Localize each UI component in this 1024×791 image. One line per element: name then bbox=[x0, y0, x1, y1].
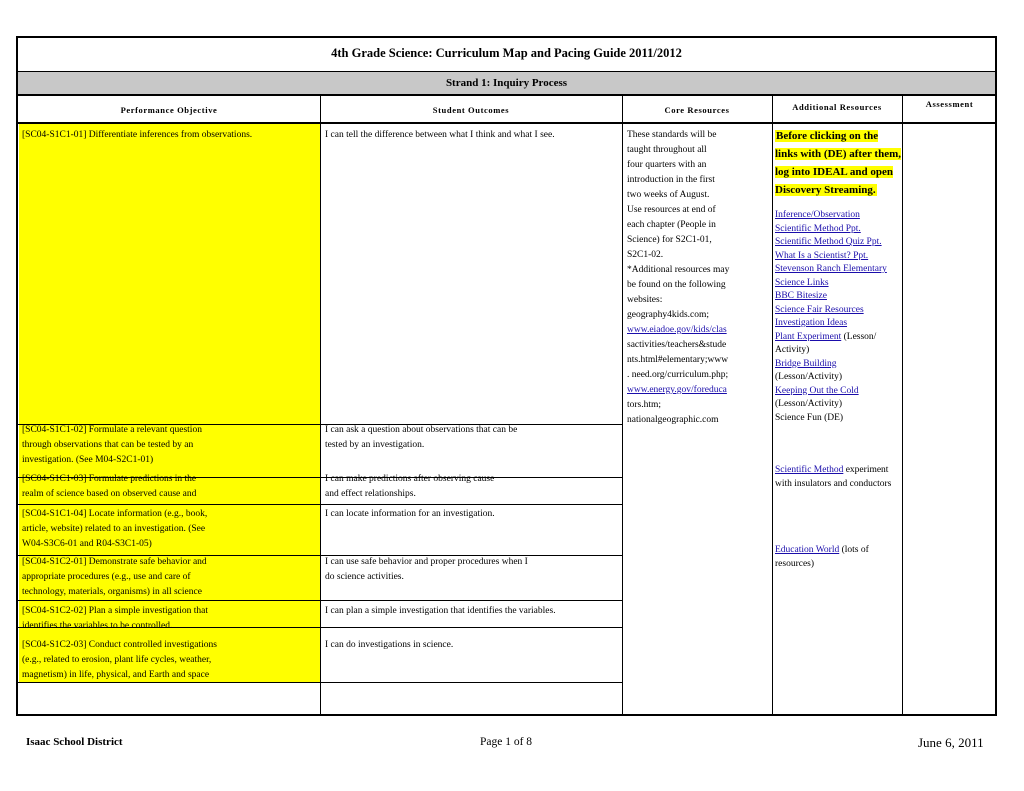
science-fun-text: Science Fun (DE) bbox=[775, 412, 844, 423]
outcome-text: I can make predictions after observing cause and effect relationships. bbox=[325, 474, 495, 499]
discovery-note-text: Before clicking on the links with (DE) after them, log into IDEAL and open Discovery Streaming. bbox=[775, 130, 901, 196]
bridge-building-link[interactable]: Bridge Building bbox=[775, 358, 837, 369]
objective-cell-1 bbox=[19, 124, 320, 424]
what-is-a-scientist-link[interactable]: What Is a Scientist? Ppt. bbox=[775, 250, 869, 261]
objective-text: [SC04-S1C2-03] Conduct controlled investigations (e.g., related to erosion, plant life cycles, weather, magnetism) in life, physical, and Earth and space bbox=[22, 640, 218, 680]
plant-experiment-link[interactable]: Plant Experiment bbox=[775, 331, 842, 342]
objective-text: [SC04-S1C2-02] Plan a simple investigation that identifies the variables to be controlled. bbox=[22, 606, 209, 631]
outcome-text: I can plan a simple investigation that identifies the variables. bbox=[325, 606, 556, 616]
header-student-outcomes: Student Outcomes bbox=[432, 105, 510, 115]
outcome-text: I can do investigations in science. bbox=[325, 640, 454, 650]
header-additional-resources: Additional Resources bbox=[792, 102, 882, 112]
eiadoe-link[interactable]: www.eiadoe.gov/kids/clas bbox=[627, 325, 727, 335]
inference-observation-link[interactable]: Inference/Observation bbox=[775, 210, 860, 220]
outcome-text: I can tell the difference between what I think and what I see. bbox=[325, 130, 555, 140]
curriculum-table bbox=[16, 36, 997, 716]
resource-list-2 bbox=[775, 464, 905, 491]
scientific-method-ppt-link[interactable]: Scientific Method Ppt. bbox=[775, 223, 861, 234]
outcome-text: I can ask a question about observations that can be tested by an investigation. bbox=[325, 425, 518, 450]
keeping-out-the-cold-link[interactable]: Keeping Out the Cold bbox=[775, 385, 859, 396]
footer-page-number: Page 1 of 8 bbox=[480, 736, 533, 748]
objective-text: [SC04-S1C1-02] Formulate a relevant question through observations that can be tested by an investigation. (See M04-S2C1-01) bbox=[22, 425, 202, 465]
objective-text: [SC04-S1C2-01] Demonstrate safe behavior and appropriate procedures (e.g., use and care of technology, materials, organisms) in all science bbox=[22, 557, 207, 597]
header-performance-objective: Performance Objective bbox=[120, 105, 218, 115]
strand-heading: Strand 1: Inquiry Process bbox=[18, 72, 995, 96]
core-resources-mid: sactivities/teachers&stude nts.html#elementary;www . need.org/curriculum.php; bbox=[627, 340, 729, 380]
header-assessment: Assessment bbox=[925, 99, 974, 109]
header-core-resources: Core Resources bbox=[664, 105, 730, 115]
footer-date: June 6, 2011 bbox=[918, 735, 984, 750]
discovery-note bbox=[775, 126, 901, 198]
investigation-ideas-link[interactable]: Investigation Ideas bbox=[775, 318, 848, 328]
objective-text: [SC04-S1C1-01] Differentiate inferences from observations. bbox=[22, 130, 253, 140]
outcome-text: I can use safe behavior and proper procedures when I do science activities. bbox=[325, 557, 528, 582]
objective-text: [SC04-S1C1-03] Formulate predictions in the realm of science based on observed cause and bbox=[22, 474, 197, 499]
science-fair-resources-link[interactable]: Science Fair Resources bbox=[775, 304, 864, 315]
core-resources-intro: These standards will be taught throughout all four quarters with an introduction in the first two weeks of August. Use resources at end of each chapter (People in Science) for S2C1-01, S2C1-02. *Additional resources may be found on the following websites: geography4kids.com; bbox=[627, 130, 730, 320]
resource-list-1 bbox=[775, 209, 905, 425]
bridge-building-note: (Lesson/Activity) bbox=[775, 372, 843, 382]
core-resources-text bbox=[627, 128, 770, 428]
education-world-note: (lots of resources) bbox=[775, 545, 869, 569]
scientific-method-experiment-note: experiment with insulators and conductors bbox=[775, 465, 892, 489]
resource-list-3 bbox=[775, 544, 905, 571]
page-title: 4th Grade Science: Curriculum Map and Pacing Guide 2011/2012 bbox=[18, 38, 995, 72]
outcome-text: I can locate information for an investigation. bbox=[325, 509, 495, 519]
footer-district: Isaac School District bbox=[26, 736, 123, 748]
plant-experiment-note: (Lesson/ Activity) bbox=[775, 331, 877, 355]
scientific-method-quiz-link[interactable]: Scientific Method Quiz Ppt. bbox=[775, 237, 882, 247]
core-resources-end: tors.htm; nationalgeographic.com bbox=[627, 400, 719, 425]
stevenson-ranch-link[interactable]: Stevenson Ranch Elementary Science Links bbox=[775, 264, 887, 288]
education-world-link[interactable]: Education World bbox=[775, 545, 840, 555]
energy-link[interactable]: www.energy.gov/foreduca bbox=[627, 385, 727, 395]
objective-text: [SC04-S1C1-04] Locate information (e.g., book, article, website) related to an investigation. (See W04-S3C6-01 and R04-S3C1-05) bbox=[22, 509, 208, 549]
scientific-method-experiment-link[interactable]: Scientific Method bbox=[775, 465, 844, 475]
keeping-out-the-cold-note: (Lesson/Activity) bbox=[775, 399, 843, 409]
bbc-bitesize-link[interactable]: BBC Bitesize bbox=[775, 291, 827, 301]
